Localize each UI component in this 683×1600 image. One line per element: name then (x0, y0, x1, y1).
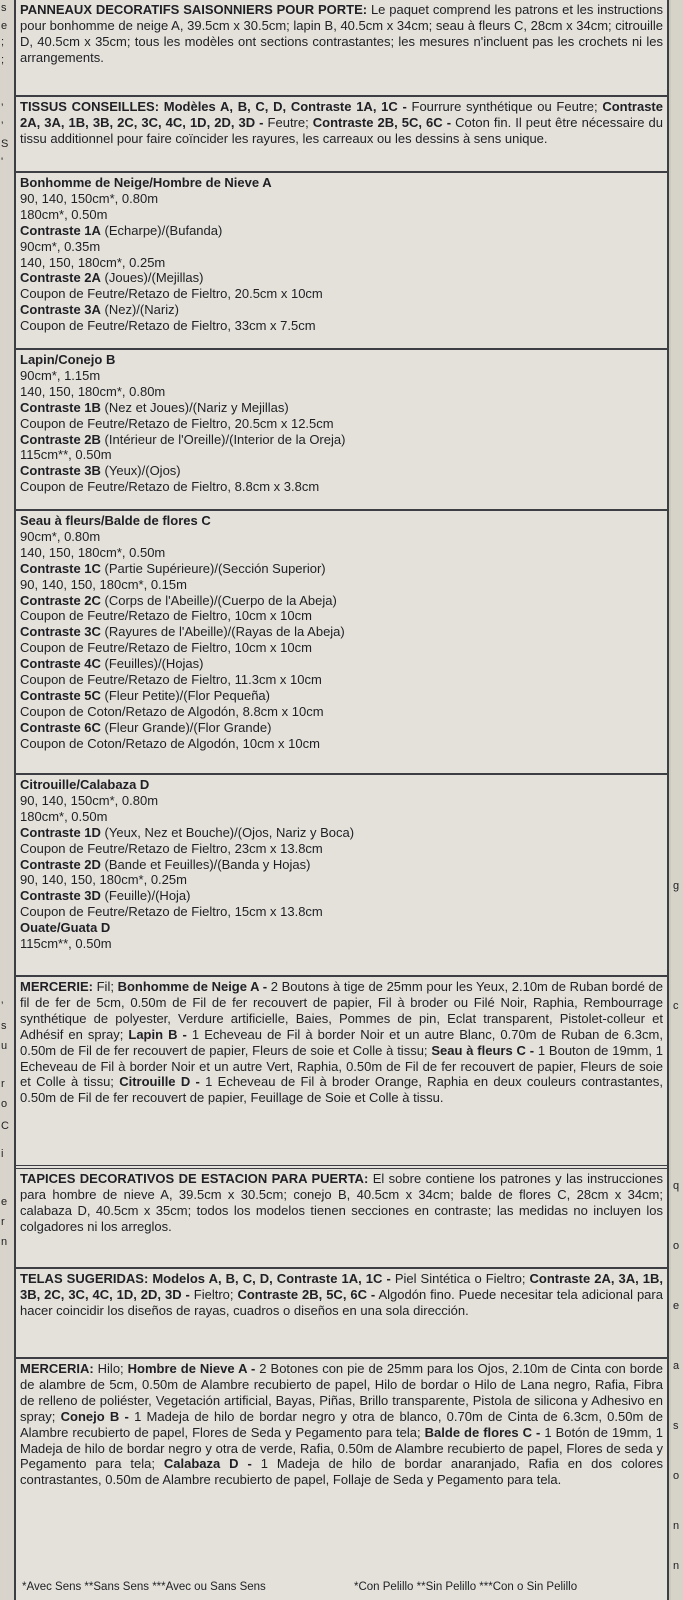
yardage-line: Coupon de Feutre/Retazo de Fieltro, 20.5cm x 10cm (20, 286, 323, 302)
yardage-line: Contraste 5C (Fleur Petite)/(Flor Pequeña) (20, 687, 270, 703)
es-fabrics-text: Fieltro; (189, 1286, 238, 1302)
margin-fragment: n (673, 1560, 680, 1572)
notions-view-label: Lapin B - (128, 1026, 187, 1042)
es-panels-section (16, 1169, 667, 1269)
margin-fragment: s (1, 2, 7, 14)
yardage-line: Seau à fleurs/Balde de flores C (20, 513, 211, 528)
notions-view-label: Hombre de Nieve A - (127, 1361, 256, 1376)
fr-fabrics-text: Feutre; (263, 114, 313, 130)
es-panels-paragraph (20, 1171, 663, 1235)
footnote-es: *Con Pelillo **Sin Pelillo ***Con o Sin Pelillo (354, 1581, 578, 1593)
yardage-line: Contraste 1B (Nez et Joues)/(Nariz y Mejillas) (20, 399, 289, 415)
margin-fragment: ’ (1, 1000, 4, 1012)
fr-panels-heading: PANNEAUX DECORATIFS SAISONNIERS POUR PORTE: (20, 2, 368, 17)
yardage-line: 90cm*, 1.15m (20, 367, 101, 383)
notions-text: 1 Echeveau de Fil à broder Orange, Raphia en deux couleurs contrastantes, 0.50m de Fil de fer recouvert de papier, Feuillage de Soie et Colle à tissu. (20, 1074, 663, 1106)
notions-text: Fil; (92, 979, 118, 994)
rabbit-section (16, 350, 667, 511)
yardage-line: Contraste 3A (Nez)/(Nariz) (20, 302, 179, 318)
notions-view-label: Calabaza D - (163, 1456, 252, 1472)
es-fabrics-text: Algodón fino. Puede necesitar tela adicional para hacer coincidir los diseños de rayas, cuadros o diseños en una sola dirección. (20, 1286, 663, 1318)
margin-fragment: ’ (1, 120, 4, 132)
es-fabrics-contrast-cotton: Contraste 2B, 5C, 6C - (237, 1286, 376, 1302)
es-fabrics-heading: TELAS SUGERIDAS: Modelos A, B, C, D, Contraste 1A, 1C - (20, 1271, 391, 1286)
notions-view-label: Bonhomme de Neige A - (117, 979, 268, 994)
fr-panels-text: Le paquet comprend les patrons et les instructions pour bonhomme de neige A, 39.5cm x 30.5cm; lapin B, 40.5cm x 34cm; seau à fleurs C, 28cm x 34cm; citrouille D, 40.5cm x 35cm; tous les modèles ont sections contrastantes; les mesures n'incluent pas les crochets ni les arrangements. (20, 2, 663, 65)
right-margin-strip (671, 0, 683, 1600)
es-fabrics-text: Piel Sintética o Fieltro; (390, 1271, 530, 1286)
left-margin-strip (0, 0, 14, 1600)
yardage-line: 90cm*, 0.80m (20, 528, 101, 544)
yardage-line: 140, 150, 180cm*, 0.80m (20, 383, 166, 399)
yardage-line: Coupon de Feutre/Retazo de Fieltro, 33cm x 7.5cm (20, 318, 316, 334)
margin-fragment: g (673, 880, 680, 892)
es-fabrics-contrast-felt: Contraste 2A, 3A, 1B, 3B, 2C, 3C, 4C, 1D, 2D, 3D - (20, 1271, 663, 1302)
yardage-line: 90cm*, 0.35m (20, 238, 101, 254)
margin-fragment: q (673, 1180, 680, 1192)
yardage-line: Coupon de Feutre/Retazo de Fieltro, 15cm x 13.8cm (20, 904, 323, 920)
margin-fragment: s (673, 1420, 679, 1432)
notions-text: 2 Boutons à tige de 25mm pour les Yeux, 2.10m de Ruban bordé de fil de fer de 5cm, 0.50m de Fil de fer recouvert de papier, Fil à broder ou Filé Noir, Raphia, Rembourrage synthétique de polyester, Verdure artificielle, Baies, Pommes de pin, Eclat transparent, Pistolet-colleur et Adhésif en spray; (20, 979, 663, 1042)
yardage-line: Contraste 2B (Intérieur de l'Oreille)/(Interior de la Oreja) (20, 431, 346, 447)
yardage-line: Bonhomme de Neige/Hombre de Nieve A (20, 175, 272, 190)
yardage-line: Coupon de Feutre/Retazo de Fieltro, 20.5cm x 12.5cm (20, 415, 334, 431)
yardage-line: 90, 140, 150, 180cm*, 0.25m (20, 872, 187, 888)
margin-fragment: o (673, 1470, 680, 1482)
yardage-line: 140, 150, 180cm*, 0.50m (20, 544, 166, 560)
yardage-line: 115cm**, 0.50m (20, 936, 112, 952)
pattern-envelope-back (14, 0, 669, 1600)
fr-fabrics-contrast-cotton: Contraste 2B, 5C, 6C - (312, 114, 452, 130)
yardage-line: Coupon de Feutre/Retazo de Fieltro, 11.3cm x 10cm (20, 672, 322, 688)
notions-heading: MERCERIA: (20, 1361, 94, 1376)
yardage-line: 90, 140, 150, 180cm*, 0.15m (20, 576, 187, 592)
footnote-legend (16, 1578, 667, 1596)
margin-fragment: c (673, 1000, 679, 1012)
margin-fragment: e (1, 20, 8, 32)
yardage-line: 180cm*, 0.50m (20, 808, 108, 824)
footnote-fr: *Avec Sens **Sans Sens ***Avec ou Sans Sens (22, 1581, 266, 1593)
notions-text: 1 Bouton de 19mm, 1 Echeveau de Fil à border Noir et un autre Vert, Raphia, 0.50m de Fil de fer recouvert de papier, Fleurs de soie et Colle à tissu; (20, 1042, 664, 1090)
yardage-line: Coupon de Coton/Retazo de Algodón, 8.8cm x 10cm (20, 703, 324, 719)
notions-text: 1 Echeveau de Fil à border Noir et un autre Blanc, 0.70m de Ruban de 6.3cm, 0.50m de Fil de fer recouvert de papier, Fleurs de soie et Colle à tissu; (20, 1026, 663, 1058)
notions-text: Hilo; (93, 1361, 128, 1376)
margin-fragment: ; (1, 36, 5, 48)
notions-view-label: Conejo B - (60, 1408, 129, 1424)
margin-fragment: C (1, 1120, 9, 1132)
yardage-line: Ouate/Guata D (20, 920, 111, 936)
margin-fragment: o (673, 1240, 680, 1252)
yardage-line: 180cm*, 0.50m (20, 206, 108, 222)
notions-view-label: Balde de flores C - (424, 1424, 541, 1440)
yardage-line: 140, 150, 180cm*, 0.25m (20, 254, 166, 270)
fr-notions-paragraph (20, 979, 663, 1106)
yardage-line: Coupon de Feutre/Retazo de Fieltro, 10cm x 10cm (20, 608, 312, 624)
notions-text: 1 Madeja de hilo de bordar anaranjado, Rafia en dos colores contrastantes, 0.50m de Alambre recubierto de papel, Follaje de Seda y Pegamento para tela. (20, 1456, 663, 1488)
yardage-line: Contraste 1D (Yeux, Nez et Bouche)/(Ojos, Nariz y Boca) (20, 824, 355, 840)
yardage-line: Contraste 3C (Rayures de l'Abeille)/(Rayas de la Abeja) (20, 624, 345, 640)
notions-view-label: Seau à fleurs C - (431, 1042, 535, 1058)
notions-text: 2 Botones con pie de 25mm para los Ojos, 2.10m de Cinta con borde de alambre de 5cm, 0.50m de Alambre recubierto de papel, Hilo de bordar o Hilo de Lana negro, Rafia, Fibra de relleno de poliéster, Vegetación artificial, Bayas, Piñas, Brillo transparente, Pistola de silicona y Adhesivo en spray; (20, 1361, 664, 1424)
yardage-line: Contraste 1C (Partie Supérieure)/(Sección Superior) (20, 560, 326, 576)
bucket-section (16, 511, 667, 775)
yardage-line: Citrouille/Calabaza D (20, 777, 150, 792)
margin-fragment: e (1, 1196, 8, 1208)
yardage-line: Contraste 2C (Corps de l'Abeille)/(Cuerpo de la Abeja) (20, 592, 337, 608)
notions-text: 1 Botón de 19mm, 1 Madeja de hilo de bordar negro y otra de verde, Rafia, 0.50m de Alambre recubierto de papel, Flores de seda y Pegamento para tela; (20, 1424, 663, 1472)
fr-notions-section (16, 977, 667, 1169)
fr-fabrics-text: Coton fin. Il peut être nécessaire du tissu additionnel pour faire coïncider les rayures, les carreaux ou les dessins à sens unique. (20, 114, 663, 146)
snowman-section (16, 173, 667, 350)
margin-fragment: S (1, 138, 9, 150)
margin-fragment: r (1, 1216, 5, 1228)
fr-fabrics-text: Fourrure synthétique ou Feutre; (406, 99, 603, 114)
yardage-line: 90, 140, 150cm*, 0.80m (20, 792, 159, 808)
yardage-line: Coupon de Feutre/Retazo de Fieltro, 8.8cm x 3.8cm (20, 479, 320, 495)
fr-fabrics-heading: TISSUS CONSEILLES: Modèles A, B, C, D, Contraste 1A, 1C - (20, 99, 407, 114)
notions-view-label: Citrouille D - (119, 1074, 200, 1090)
yardage-line: Contraste 3B (Yeux)/(Ojos) (20, 463, 181, 479)
margin-fragment: ; (1, 54, 5, 66)
yardage-line: 115cm**, 0.50m (20, 447, 112, 463)
notions-heading: MERCERIE: (20, 979, 93, 994)
margin-fragment: i (1, 1148, 4, 1160)
margin-fragment: n (1, 1236, 8, 1248)
es-fabrics-section (16, 1269, 667, 1359)
margin-fragment: s (1, 1020, 7, 1032)
es-fabrics-paragraph (20, 1271, 663, 1319)
yardage-line: 90, 140, 150cm*, 0.80m (20, 190, 159, 206)
yardage-line: Contraste 6C (Fleur Grande)/(Flor Grande) (20, 719, 272, 735)
margin-fragment: r (1, 1078, 5, 1090)
fr-fabrics-section (16, 97, 667, 173)
margin-fragment: ’ (1, 102, 4, 114)
yardage-line: Contraste 2A (Joues)/(Mejillas) (20, 270, 204, 286)
yardage-line: Coupon de Coton/Retazo de Algodón, 10cm x 10cm (20, 735, 320, 751)
yardage-line: Coupon de Feutre/Retazo de Fieltro, 10cm x 10cm (20, 640, 312, 656)
fr-fabrics-contrast-felt: Contraste 2A, 3A, 1B, 3B, 2C, 3C, 4C, 1D, 2D, 3D - (20, 99, 663, 130)
margin-fragment: a (673, 1360, 680, 1372)
es-notions-section (16, 1359, 667, 1559)
notions-text: 1 Madeja de hilo de bordar negro y otra de blanco, 0.70m de Cinta de 6.3cm, 0.50m de Alambre recubierto de papel, Flores de Seda y Pegamento para tela; (20, 1408, 663, 1440)
fr-panels-paragraph (20, 2, 663, 66)
yardage-line: Lapin/Conejo B (20, 352, 116, 367)
margin-fragment: o (1, 1098, 8, 1110)
yardage-line: Coupon de Feutre/Retazo de Fieltro, 23cm x 13.8cm (20, 840, 323, 856)
yardage-line: Contraste 2D (Bande et Feuilles)/(Banda y Hojas) (20, 856, 311, 872)
es-panels-text: El sobre contiene los patrones y las instrucciones para hombre de nieve A, 39.5cm x 30.5cm; conejo B, 40.5cm x 34cm; balde de flores C, 28cm x 34cm; calabaza D, 40.5cm x 35cm; todos los modelos tienen secciones en contraste; las medidas no incluyen los colgadores ni los arreglos. (20, 1171, 663, 1234)
es-panels-heading: TAPICES DECORATIVOS DE ESTACION PARA PUERTA: (20, 1171, 369, 1186)
margin-fragment: n (673, 1520, 680, 1532)
yardage-line: Contraste 3D (Feuille)/(Hoja) (20, 888, 191, 904)
pumpkin-section (16, 775, 667, 977)
margin-fragment: ' (1, 156, 4, 168)
fr-panels-section (16, 0, 667, 97)
margin-fragment: u (1, 1040, 8, 1052)
margin-fragment: e (673, 1300, 680, 1312)
yardage-line: Contraste 1A (Echarpe)/(Bufanda) (20, 222, 223, 238)
yardage-line: Contraste 4C (Feuilles)/(Hojas) (20, 656, 204, 672)
es-notions-paragraph (20, 1361, 663, 1488)
fr-fabrics-paragraph (20, 99, 663, 147)
